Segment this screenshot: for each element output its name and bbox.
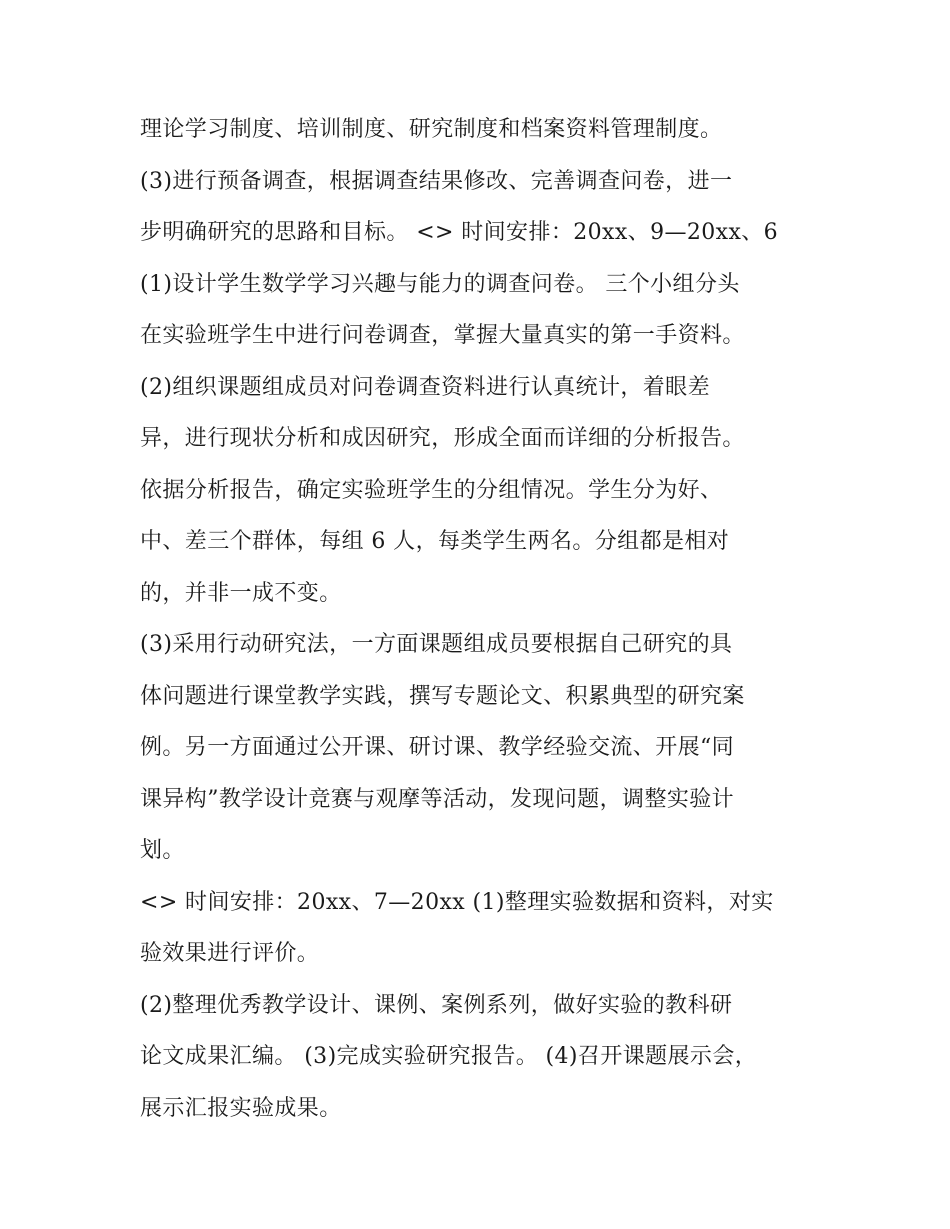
text-line: 论文成果汇编。 (3)完成实验研究报告。 (4)召开课题展示会，	[140, 1044, 758, 1069]
text-line: 中、差三个群体，每组 6 人，每类学生两名。分组都是相对	[140, 529, 730, 554]
text-line: 体问题进行课堂教学实践，撰写专题论文、积累典型的研究案	[140, 683, 745, 709]
text-line: (3)进行预备调查，根据调查结果修改、完善调查问卷，进一	[140, 168, 733, 194]
text-line: (3)采用行动研究法，一方面课题组成员要根据自己研究的具	[140, 632, 733, 657]
text-line: <> 时间安排：20xx、7—20xx (1)整理实验数据和资料，对实	[140, 889, 774, 915]
document-body	[140, 108, 820, 1138]
text-line: 划。	[140, 838, 185, 863]
text-line: 的，并非一成不变。	[140, 580, 342, 606]
text-line: 展示汇报实验成果。	[140, 1095, 342, 1121]
text-line: 依据分析报告，确定实验班学生的分组情况。学生分为好、	[140, 477, 723, 503]
text-line: (2)整理优秀教学设计、课例、案例系列，做好实验的教科研	[140, 992, 733, 1018]
text-line: 验效果进行评价。	[140, 941, 320, 966]
text-line: 例。另一方面通过公开课、研讨课、教学经验交流、开展“同	[140, 735, 735, 760]
text-line: 异，进行现状分析和成因研究，形成全面而详细的分析报告。	[140, 426, 745, 451]
text-line: 步明确研究的思路和目标。 <> 时间安排：20xx、9—20xx、6	[140, 220, 779, 245]
text-line: 理论学习制度、培训制度、研究制度和档案资料管理制度。	[140, 117, 723, 142]
text-line: (2)组织课题组成员对问卷调查资料进行认真统计，着眼差	[140, 374, 710, 400]
text-line: (1)设计学生数学学习兴趣与能力的调查问卷。 三个小组分头	[140, 271, 740, 297]
text-line: 课异构”教学设计竞赛与观摩等活动，发现问题，调整实验计	[140, 786, 735, 812]
text-line: 在实验班学生中进行问卷调查，掌握大量真实的第一手资料。	[140, 323, 745, 348]
